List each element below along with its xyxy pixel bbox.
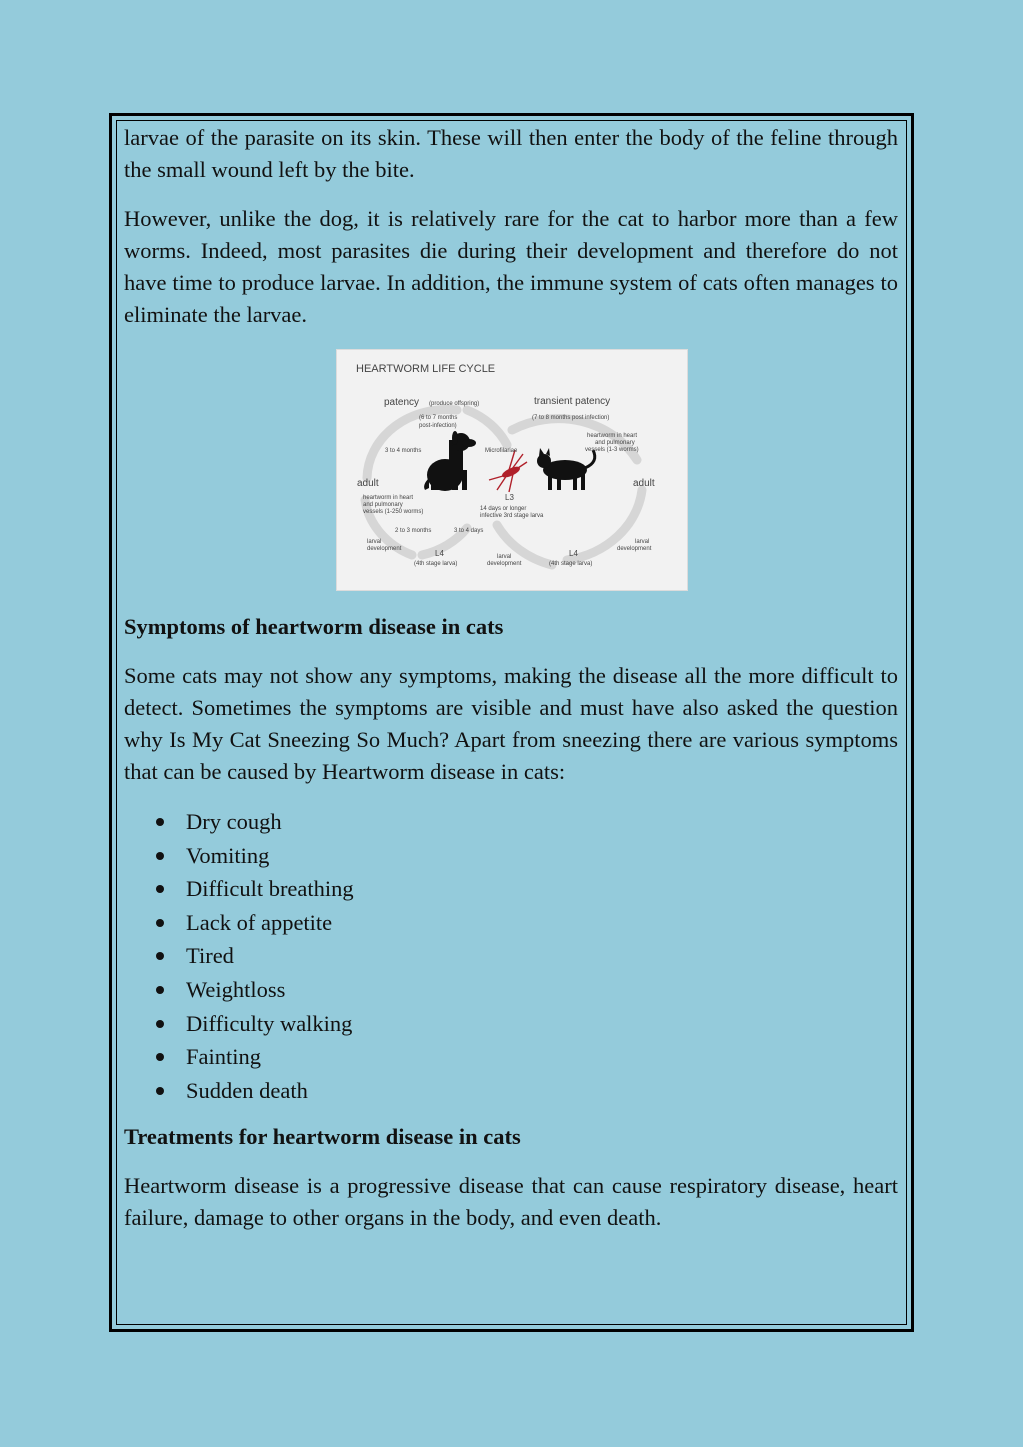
symptom-label: Weightloss (186, 976, 286, 1002)
label-adult-left: adult (357, 478, 379, 489)
symptom-label: Vomiting (186, 842, 270, 868)
label-patency: patency (384, 397, 420, 408)
symptom-label: Difficult breathing (186, 876, 354, 902)
list-item (124, 1074, 898, 1108)
list-item (124, 839, 898, 873)
bullet-icon (156, 1020, 164, 1028)
label-larval-right-2: development (617, 546, 652, 552)
bullet-icon (156, 852, 164, 860)
label-3-to-4-days: 3 to 4 days (454, 528, 484, 534)
label-l4-right: L4 (569, 549, 578, 558)
label-larval-right-1: larval (635, 539, 650, 545)
document-body (124, 122, 898, 1251)
bullet-icon (156, 885, 164, 893)
label-2-to-3-months: 2 to 3 months (395, 528, 432, 534)
bullet-icon (156, 1087, 164, 1095)
paragraph-rarity: However, unlike the dog, it is relatively rare for the cat to harbor more than a few worms. Indeed, most parasites die during their development and therefore do not have time to produce larvae. In addition, the immune system of cats often manages to eliminate the larvae. (124, 206, 898, 327)
label-l3: L3 (505, 493, 514, 502)
label-larval-mid-2: development (487, 561, 522, 567)
paragraph-treatments: Heartworm disease is a progressive disease that can cause respiratory disease, heart failure, damage to other organs in the body, and even death. (124, 1173, 898, 1231)
label-transient-time: (7 to 8 months post infection) (532, 415, 610, 421)
label-larval-left-1: larval (367, 539, 382, 545)
bullet-icon (156, 986, 164, 994)
label-l4-left: L4 (435, 549, 444, 558)
list-item (124, 1040, 898, 1074)
label-transient-patency: transient patency (534, 396, 611, 407)
bullet-icon (156, 1053, 164, 1061)
label-patency-time-2: post-infection) (419, 423, 457, 429)
symptom-label: Lack of appetite (186, 909, 333, 935)
symptoms-list (124, 805, 898, 1107)
label-adult-right: adult (633, 478, 655, 489)
label-heart-left-3: vessels (1-250 worms) (363, 509, 424, 515)
label-patency-time: (6 to 7 months (419, 415, 458, 421)
label-heart-right-2: and pulmonary (595, 440, 635, 446)
list-item (124, 939, 898, 973)
label-heart-left-2: and pulmonary (363, 502, 403, 508)
label-l4-left-note: (4th stage larva) (414, 561, 458, 567)
cat-silhouette-icon (537, 448, 595, 490)
bullet-icon (156, 919, 164, 927)
list-item (124, 1007, 898, 1041)
label-l3-note-2: infective 3rd stage larva (480, 513, 544, 519)
label-larval-left-2: development (367, 546, 402, 552)
list-item (124, 872, 898, 906)
heading-symptoms: Symptoms of heartworm disease in cats (124, 614, 504, 639)
label-larval-mid-1: larval (497, 554, 512, 560)
label-heart-right-1: heartworm in heart (587, 433, 638, 439)
symptom-label: Fainting (186, 1044, 262, 1070)
mosquito-icon (489, 450, 527, 492)
bullet-icon (156, 952, 164, 960)
symptom-label: Tired (186, 943, 234, 969)
symptom-label: Difficulty walking (186, 1010, 353, 1036)
heading-treatments: Treatments for heartworm disease in cats (124, 1124, 521, 1150)
symptom-label: Sudden death (186, 1077, 308, 1103)
bullet-icon (156, 818, 164, 826)
label-l3-note-1: 14 days or longer (480, 506, 527, 512)
figure-title: HEARTWORM LIFE CYCLE (356, 363, 496, 375)
list-item (124, 973, 898, 1007)
figure-container (124, 349, 898, 589)
label-heart-right-3: vessels (1-3 worms) (585, 447, 639, 453)
symptom-label: Dry cough (186, 809, 282, 834)
paragraph-symptoms: Some cats may not show any symptoms, making the disease all the more difficult to detect. Sometimes the symptoms are visible and must have also asked the question why Is My Cat Sneezing So Much? Apart from sneezing there are various symptoms that can be caused by Heartworm disease in cats: (124, 663, 898, 784)
label-l4-right-note: (4th stage larva) (549, 561, 593, 567)
label-heart-left-1: heartworm in heart (363, 495, 414, 501)
dog-silhouette-icon (424, 431, 476, 491)
heartworm-life-cycle-figure (336, 349, 688, 591)
list-item (124, 805, 898, 839)
list-item (124, 906, 898, 940)
label-microfilariae: Microfilariae (485, 448, 518, 454)
label-3-to-4-months: 3 to 4 months (385, 448, 422, 454)
label-patency-note: (produce offspring) (429, 401, 480, 407)
paragraph-intro-continued: larvae of the parasite on its skin. These will then enter the body of the feline through the small wound left by the bite. (124, 125, 898, 182)
